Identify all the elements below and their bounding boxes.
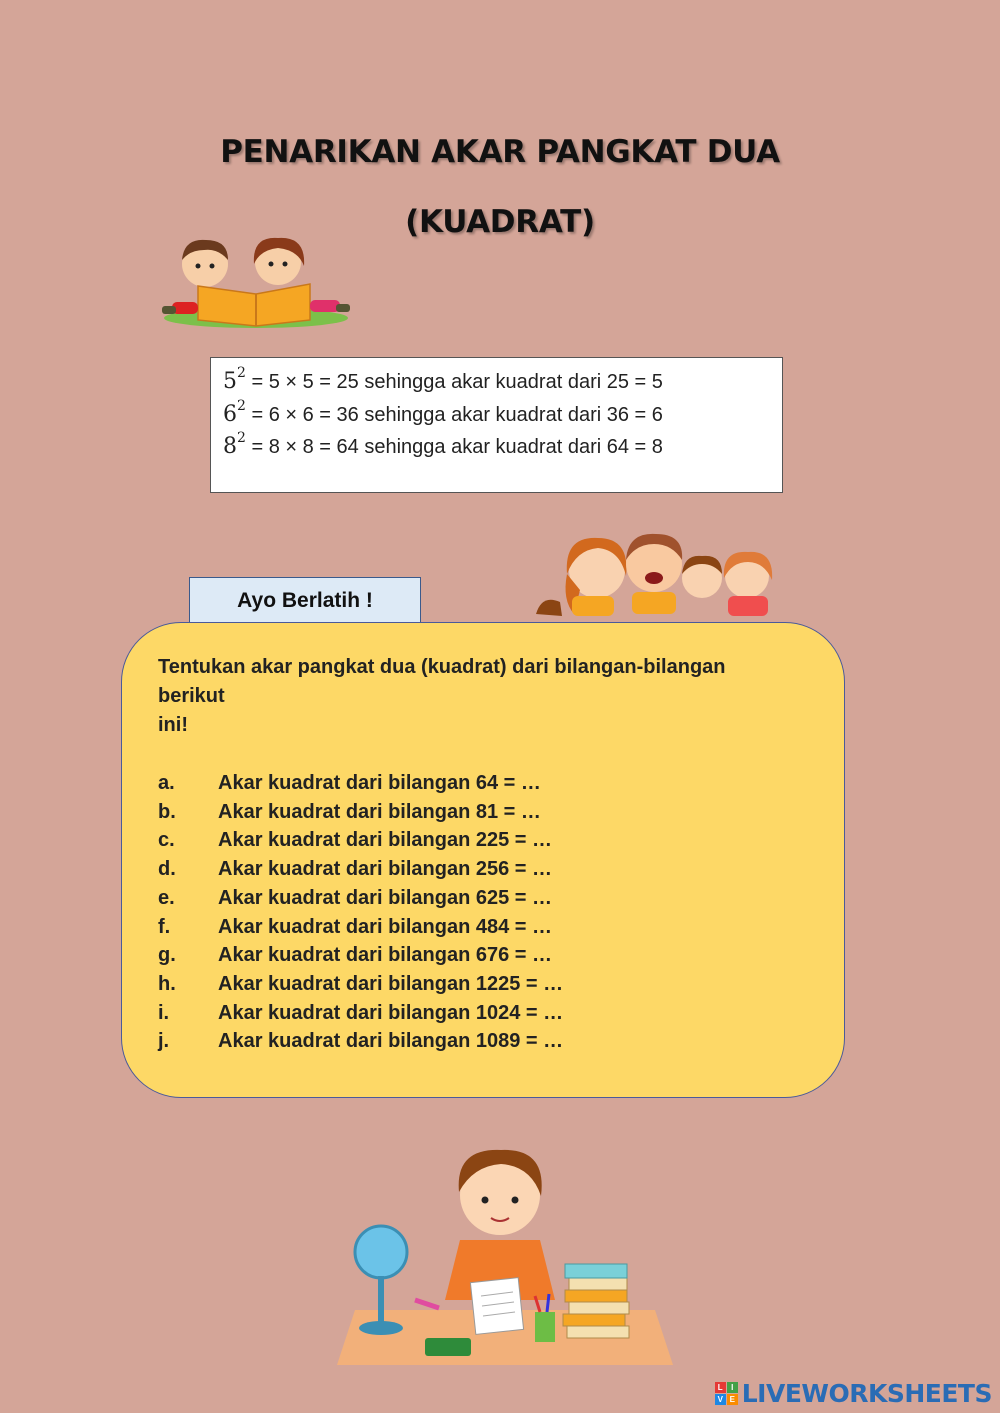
practice-box <box>121 622 845 1098</box>
question-label: d. <box>158 858 176 881</box>
question-text: Akar kuadrat dari bilangan 1024 = … <box>218 1001 564 1024</box>
instruction-line: berikut <box>158 685 225 707</box>
question-label: i. <box>158 1001 170 1024</box>
question-item <box>158 1027 804 1056</box>
example-exponent: 2 <box>237 397 246 414</box>
question-text: Akar kuadrat dari bilangan 676 = … <box>218 944 553 967</box>
question-item <box>158 884 804 913</box>
logo-letter: I <box>727 1382 738 1393</box>
example-base: 5 <box>223 369 237 394</box>
logo-text: LIVEWORKSHEETS <box>741 1378 992 1408</box>
question-label: j. <box>158 1030 170 1053</box>
practice-tab: Ayo Berlatih ! <box>189 577 421 623</box>
page-title-line1: PENARIKAN AKAR PANGKAT DUA <box>220 134 780 170</box>
question-list <box>158 769 804 1056</box>
logo-letter: L <box>715 1382 726 1393</box>
question-item <box>158 913 804 942</box>
question-text: Akar kuadrat dari bilangan 1089 = … <box>218 1030 564 1053</box>
question-label: c. <box>158 829 175 852</box>
instruction-line: ini! <box>158 714 188 736</box>
question-text: Akar kuadrat dari bilangan 256 = … <box>218 858 553 881</box>
question-label: h. <box>158 972 176 995</box>
question-item <box>158 941 804 970</box>
example-line-1 <box>223 366 782 399</box>
question-item <box>158 970 804 999</box>
example-base: 8 <box>223 434 237 459</box>
question-label: f. <box>158 915 171 938</box>
example-text: = 8 × 8 = 64 sehingga akar kuadrat dari 64 = 8 <box>245 436 663 458</box>
question-text: Akar kuadrat dari bilangan 64 = … <box>218 772 541 794</box>
example-line-2 <box>223 399 782 432</box>
boy-studying-illustration <box>335 1140 675 1370</box>
example-exponent: 2 <box>237 365 246 381</box>
liveworksheets-logo <box>715 1379 992 1407</box>
example-text: = 5 × 5 = 25 sehingga akar kuadrat dari 25 = 5 <box>245 371 663 393</box>
question-text: Akar kuadrat dari bilangan 484 = … <box>218 915 553 938</box>
example-line-3 <box>223 431 782 464</box>
question-item <box>158 855 804 884</box>
example-text: = 6 × 6 = 36 sehingga akar kuadrat dari 36 = 6 <box>245 403 663 426</box>
question-label: g. <box>158 944 176 967</box>
example-base: 6 <box>223 401 237 427</box>
question-text: Akar kuadrat dari bilangan 1225 = … <box>218 972 564 995</box>
question-item <box>158 999 804 1028</box>
example-exponent: 2 <box>237 430 246 446</box>
logo-icon <box>715 1382 738 1405</box>
question-label: e. <box>158 886 175 909</box>
question-item <box>158 798 804 827</box>
question-item <box>158 769 804 798</box>
instruction-line: Tentukan akar pangkat dua (kuadrat) dari bilangan-bilangan <box>158 656 726 678</box>
kids-reading-illustration <box>160 230 352 330</box>
example-box <box>210 357 783 493</box>
instruction <box>158 653 804 740</box>
question-label: a. <box>158 772 175 794</box>
question-item <box>158 826 804 855</box>
four-kids-illustration <box>532 530 777 620</box>
logo-letter: V <box>715 1394 726 1405</box>
question-text: Akar kuadrat dari bilangan 81 = … <box>218 800 541 823</box>
question-text: Akar kuadrat dari bilangan 625 = … <box>218 886 553 909</box>
logo-letter: E <box>727 1394 738 1405</box>
page-title-line2: (KUADRAT) <box>405 204 595 240</box>
question-text: Akar kuadrat dari bilangan 225 = … <box>218 829 553 852</box>
question-label: b. <box>158 800 176 823</box>
